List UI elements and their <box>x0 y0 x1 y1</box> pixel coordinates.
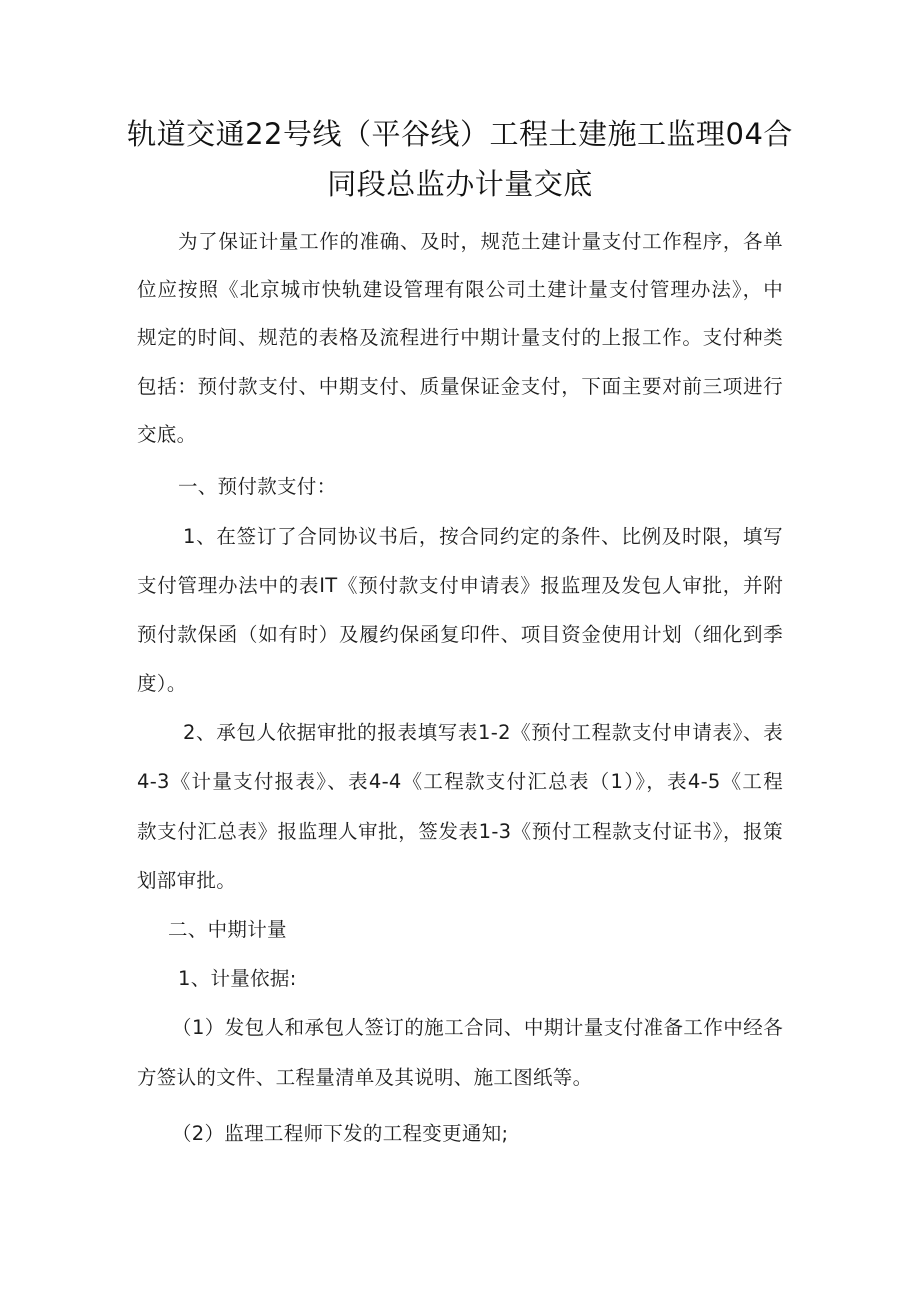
paragraph-line: 预付款保函（如有时）及履约保函复印件、项目资金使用计划（细化到季 <box>137 623 783 646</box>
intro-paragraph-line: 交底。 <box>137 423 197 446</box>
paragraph-line: 度）。 <box>137 672 187 695</box>
paragraph-line: 2、承包人依据审批的报表填写表1-2《预付工程款支付申请表》、表 <box>183 721 783 744</box>
paragraph-line: （2）监理工程师下发的工程变更通知; <box>172 1122 509 1145</box>
paragraph-line: 款支付汇总表》报监理人审批，签发表1-3《预付工程款支付证书》，报策 <box>137 820 783 843</box>
intro-paragraph-line: 规定的时间、规范的表格及流程进行中期计量支付的上报工作。支付种类 <box>137 326 783 349</box>
section-heading: 二、中期计量 <box>168 918 287 941</box>
paragraph-line: 1、在签订了合同协议书后，按合同约定的条件、比例及时限，填写 <box>183 525 783 548</box>
paragraph-line: 支付管理办法中的表IT《预付款支付申请表》报监理及发包人审批，并附 <box>137 574 783 597</box>
section-heading: 一、预付款支付： <box>178 475 337 498</box>
paragraph-line: 方签认的文件、工程量清单及其说明、施工图纸等。 <box>137 1066 593 1089</box>
intro-paragraph-line: 位应按照《北京城市快轨建设管理有限公司土建计量支付管理办法》，中 <box>137 278 783 301</box>
intro-paragraph-line: 为了保证计量工作的准确、及时，规范土建计量支付工作程序，各单 <box>178 230 783 253</box>
intro-paragraph-line: 包括：预付款支付、中期支付、质量保证金支付，下面主要对前三项进行 <box>137 375 783 398</box>
document-title-line-1: 轨道交通22号线（平谷线）工程土建施工监理04合 <box>127 117 793 151</box>
subsection-heading: 1、计量依据: <box>178 967 297 990</box>
paragraph-line: （1）发包人和承包人签订的施工合同、中期计量支付准备工作中经各 <box>172 1016 783 1039</box>
document-title-line-2: 同段总监办计量交底 <box>327 167 593 201</box>
paragraph-line: 划部审批。 <box>137 869 237 892</box>
paragraph-line: 4-3《计量支付报表》、表4-4《工程款支付汇总表（1）》，表4-5《工程 <box>137 770 783 793</box>
